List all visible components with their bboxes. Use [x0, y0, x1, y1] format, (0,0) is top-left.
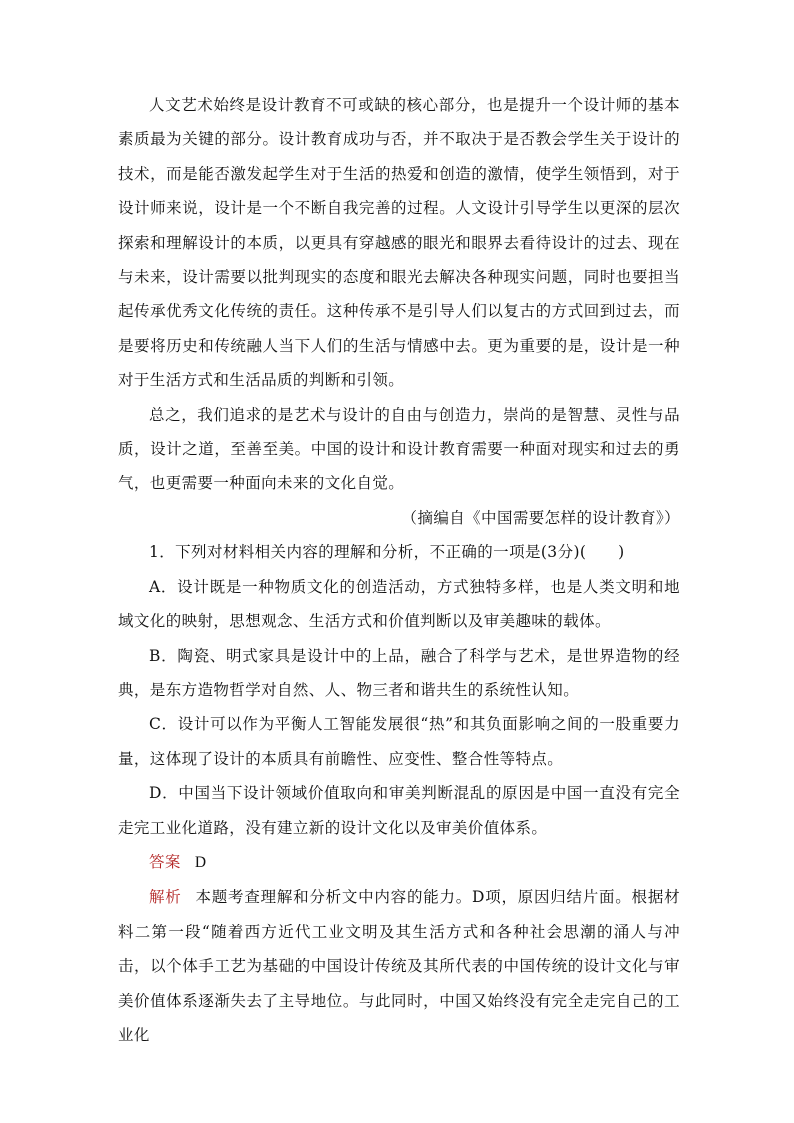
analysis-label: 解析	[149, 888, 182, 907]
analysis-text: 本题考查理解和分析文中内容的能力。D项，原因归结片面。根据材料二第一段“随着西方近代工业文明及其生活方式和各种社会思潮的涌人与冲击，以个体手工艺为基础的中国设计传统及其所代表的中国传统的设计文化与审美价值体系逐渐失去了主导地位。与此同时，中国又始终没有完全走完自己的工业化	[118, 888, 680, 1044]
option-b: B．陶瓷、明式家具是设计中的上品，融合了科学与艺术，是世界造物的经典，是东方造物哲学对自然、人、物三者和谐共生的系统性认知。	[118, 646, 680, 699]
analysis-paragraph	[118, 880, 680, 1052]
passage-source: （摘编自《中国需要怎样的设计教育》）	[401, 508, 680, 527]
option-a: A．设计既是一种物质文化的创造活动，方式独特多样，也是人类文明和地域文化的映射，思想观念、生活方式和价值判断以及审美趣味的载体。	[118, 577, 680, 631]
passage-paragraph-2: 总之，我们追求的是艺术与设计的自由与创造力，崇尚的是智慧、灵性与品质，设计之道，至善至美。中国的设计和设计教育需要一种面对现实和过去的勇气，也更需要一种面向未来的文化自觉。	[118, 405, 680, 493]
document-page	[118, 88, 680, 1052]
answer-value: D	[194, 853, 207, 871]
answer-line	[118, 845, 680, 880]
answer-label: 答案	[149, 852, 181, 871]
passage-paragraph-1: 人文艺术始终是设计教育不可或缺的核心部分，也是提升一个设计师的基本素质最为关键的部分。设计教育成功与否，并不取决于是否教会学生关于设计的技术，而是能否激发起学生对于生活的热爱和创造的激情，使学生领悟到，对于设计师来说，设计是一个不断自我完善的过程。人文设计引导学生以更深的层次探索和理解设计的本质，以更具有穿越感的眼光和眼界去看待设计的过去、现在与未来，设计需要以批判现实的态度和眼光去解决各种现实问题，同时也要担当起传承优秀文化传统的责任。这种传承不是引导人们以复古的方式回到过去，而是要将历史和传统融人当下人们的生活与情感中去。更为重要的是，设计是一种对于生活方式和生活品质的判断和引领。	[118, 96, 680, 390]
option-d: D．中国当下设计领域价值取向和审美判断混乱的原因是中国一直没有完全走完工业化道路，没有建立新的设计文化以及审美价值体系。	[118, 784, 680, 837]
question-stem: 1．下列对材料相关内容的理解和分析，不正确的一项是(3分)( )	[149, 543, 625, 562]
option-c: C．设计可以作为平衡人工智能发展很“热”和其负面影响之间的一股重要力量，这体现了设计的本质具有前瞻性、应变性、整合性等特点。	[118, 715, 680, 768]
